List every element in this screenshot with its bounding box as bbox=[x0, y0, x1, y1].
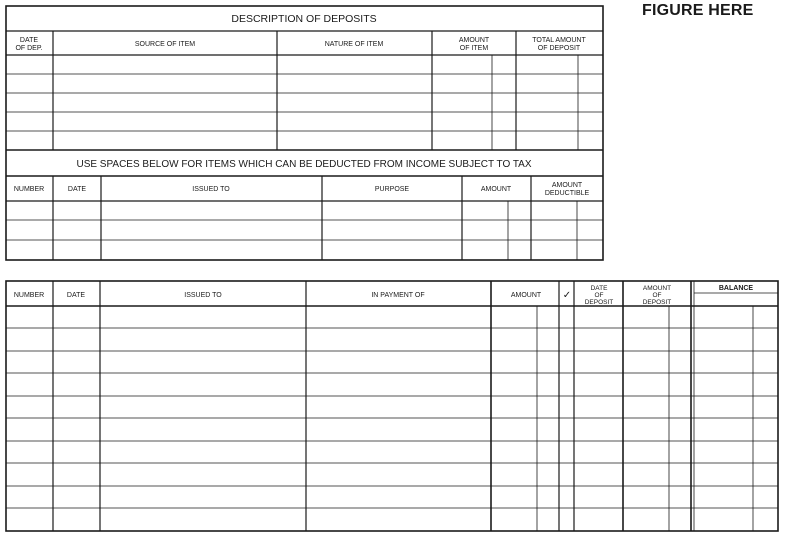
register-header-date-of-deposit-line2: OF bbox=[594, 292, 604, 299]
figure-placeholder-label: FIGURE HERE bbox=[642, 2, 754, 19]
register-header-date-of-deposit-line3: DEPOSIT bbox=[584, 299, 614, 306]
header-amount-deductible-line1: AMOUNT bbox=[551, 182, 583, 189]
header-amount-deductible-line2: DEDUCTIBLE bbox=[544, 190, 590, 197]
checkmark-icon: ✓ bbox=[562, 290, 572, 301]
header-issued-to: ISSUED TO bbox=[192, 186, 230, 193]
deposits-section bbox=[6, 6, 603, 260]
register-header-amount: AMOUNT bbox=[510, 292, 542, 299]
top-form-border bbox=[6, 6, 603, 260]
register-header-amount-of-deposit-line3: DEPOSIT bbox=[642, 299, 672, 306]
register-header-amount-of-deposit-line1: AMOUNT bbox=[642, 285, 672, 292]
register-header-issued-to: ISSUED TO bbox=[184, 292, 222, 299]
header-amount: AMOUNT bbox=[480, 186, 512, 193]
register-border bbox=[6, 281, 778, 531]
register-section bbox=[6, 281, 778, 531]
header-total-amount-line1: TOTAL AMOUNT bbox=[532, 37, 586, 44]
header-nature-of-item: NATURE OF ITEM bbox=[324, 41, 384, 48]
header-number: NUMBER bbox=[13, 186, 45, 193]
header-date: DATE bbox=[67, 186, 87, 193]
header-source-of-item: SOURCE OF ITEM bbox=[134, 41, 196, 48]
header-amount-of-item-line1: AMOUNT bbox=[458, 37, 490, 44]
deposits-title: DESCRIPTION OF DEPOSITS bbox=[231, 13, 377, 25]
register-header-balance: BALANCE bbox=[718, 285, 754, 292]
register-header-in-payment-of: IN PAYMENT OF bbox=[371, 292, 425, 299]
register-header-date: DATE bbox=[66, 292, 86, 299]
deductions-section bbox=[6, 176, 603, 260]
header-date-of-dep-line1: DATE bbox=[19, 37, 39, 44]
header-date-of-dep-line2: OF DEP. bbox=[15, 45, 43, 52]
deductions-title: USE SPACES BELOW FOR ITEMS WHICH CAN BE DEDUCTED FROM INCOME SUBJECT TO TAX bbox=[76, 159, 532, 170]
header-amount-of-item-line2: OF ITEM bbox=[459, 45, 489, 52]
header-total-amount-line2: OF DEPOSIT bbox=[537, 45, 581, 52]
header-purpose: PURPOSE bbox=[374, 186, 410, 193]
register-header-amount-of-deposit-line2: OF bbox=[652, 292, 662, 299]
register-header-number: NUMBER bbox=[13, 292, 45, 299]
register-header-date-of-deposit-line1: DATE bbox=[590, 285, 608, 292]
